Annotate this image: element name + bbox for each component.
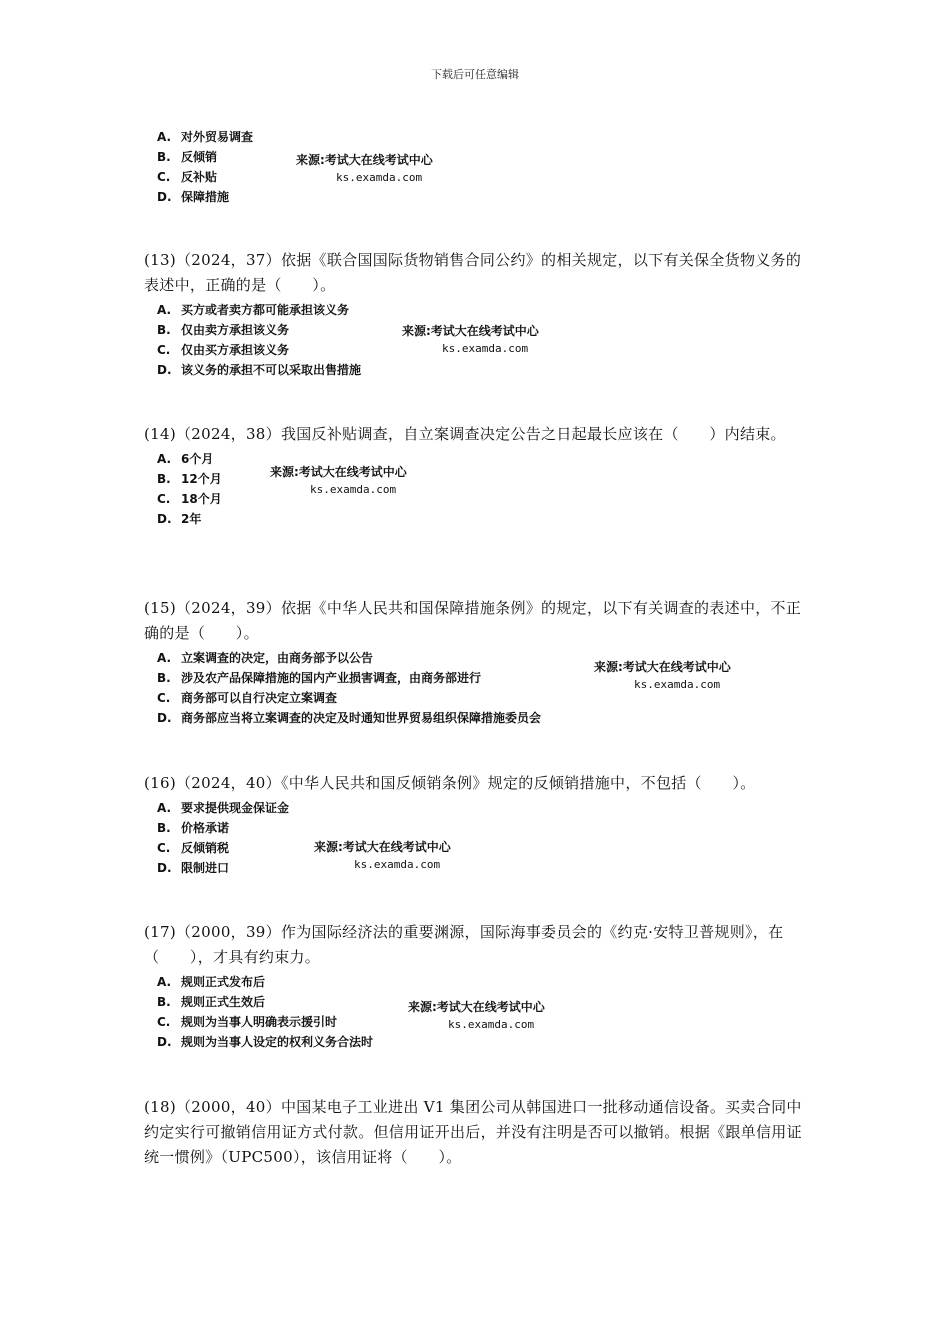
question-text: (18)（2000，40）中国某电子工业进出 V1 集团公司从韩国进口一批移动通信设备。买卖合同中约定实行可撤销信用证方式付款。但信用证开出后，并没有注明是否可以撤销。根据《跟单信用证统一惯例》（UPC500），该信用证将（ ）。 — [144, 1098, 802, 1166]
option-a: A. 6个月 — [157, 452, 214, 466]
option-c: C. 规则为当事人明确表示援引时 — [157, 1015, 338, 1029]
option-a: A. 要求提供现金保证金 — [157, 801, 290, 815]
option-a: A. 对外贸易调查 — [157, 130, 254, 144]
option-d: D. 规则为当事人设定的权利义务合法时 — [157, 1035, 374, 1049]
question-text: (16)（2024，40）《中华人民共和国反倾销条例》规定的反倾销措施中，不包括（ ）。 — [144, 774, 756, 792]
option-b: B. 反倾销 — [157, 150, 218, 164]
options-list — [144, 127, 816, 207]
option-d: D. 该义务的承担不可以采取出售措施 — [157, 363, 362, 377]
option-c: C. 18个月 — [157, 492, 222, 506]
options-list — [144, 648, 816, 728]
options-list — [144, 972, 816, 1052]
source-watermark: 来源:考试大在线考试中心 ks.examda.com — [270, 465, 407, 496]
options-list — [144, 798, 816, 878]
option-b: B. 规则正式生效后 — [157, 995, 266, 1009]
option-a: A. 规则正式发布后 — [157, 975, 266, 989]
question-block-12 — [144, 125, 816, 207]
option-a: A. 买方或者卖方都可能承担该义务 — [157, 303, 350, 317]
source-watermark: 来源:考试大在线考试中心 ks.examda.com — [594, 660, 731, 691]
option-b: B. 涉及农产品保障措施的国内产业损害调查，由商务部进行 — [157, 671, 482, 685]
option-d: D. 2年 — [157, 512, 202, 526]
question-block-14 — [144, 422, 816, 529]
option-c: C. 反倾销税 — [157, 841, 230, 855]
question-block-18 — [144, 1095, 816, 1170]
source-watermark: 来源:考试大在线考试中心 ks.examda.com — [296, 153, 433, 184]
option-d: D. 保障措施 — [157, 190, 230, 204]
source-watermark: 来源:考试大在线考试中心 ks.examda.com — [314, 840, 451, 871]
question-text: (13)（2024，37）依据《联合国国际货物销售合同公约》的相关规定，以下有关保全货物义务的表述中，正确的是（ ）。 — [144, 251, 802, 294]
option-d: D. 限制进口 — [157, 861, 230, 875]
source-watermark: 来源:考试大在线考试中心 ks.examda.com — [402, 324, 539, 355]
question-block-13 — [144, 248, 816, 380]
question-text: (14)（2024，38）我国反补贴调查，自立案调查决定公告之日起最长应该在（ ）内结束。 — [144, 425, 786, 443]
page-header: 下载后可任意编辑 — [431, 68, 519, 81]
question-block-15 — [144, 596, 816, 728]
options-list — [144, 449, 816, 529]
question-block-16 — [144, 771, 816, 878]
option-b: B. 12个月 — [157, 472, 222, 486]
option-c: C. 反补贴 — [157, 170, 218, 184]
question-text: (17)（2000，39）作为国际经济法的重要渊源，国际海事委员会的《约克·安特卫普规则》，在（ ），才具有约束力。 — [144, 923, 784, 966]
option-d: D. 商务部应当将立案调查的决定及时通知世界贸易组织保障措施委员会 — [157, 711, 542, 725]
option-c: C. 仅由买方承担该义务 — [157, 343, 290, 357]
question-text: (15)（2024，39）依据《中华人民共和国保障措施条例》的规定，以下有关调查的表述中，不正确的是（ ）。 — [144, 599, 802, 642]
source-watermark: 来源:考试大在线考试中心 ks.examda.com — [408, 1000, 545, 1031]
option-b: B. 仅由卖方承担该义务 — [157, 323, 290, 337]
option-a: A. 立案调查的决定，由商务部予以公告 — [157, 651, 374, 665]
option-b: B. 价格承诺 — [157, 821, 230, 835]
question-block-17 — [144, 920, 816, 1052]
option-c: C. 商务部可以自行决定立案调查 — [157, 691, 338, 705]
options-list — [144, 300, 816, 380]
